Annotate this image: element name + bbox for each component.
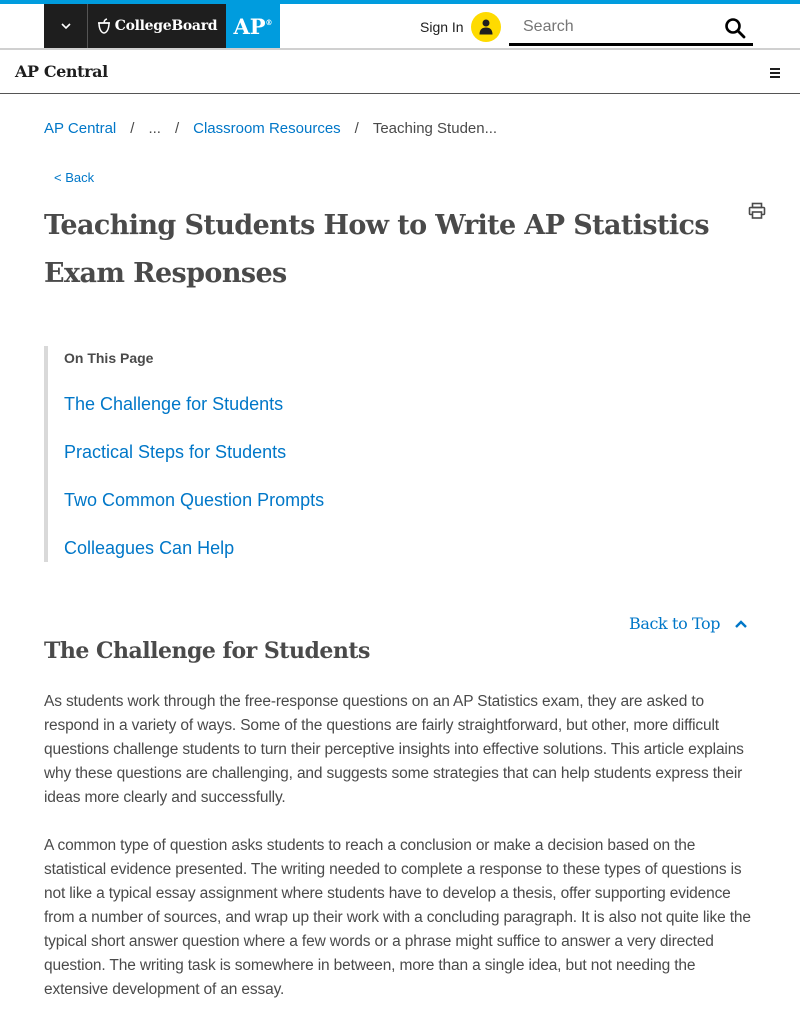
toc-link-challenge-for-students[interactable]: The Challenge for Students <box>64 394 284 414</box>
search-icon[interactable] <box>723 16 747 40</box>
section-title: The Challenge for Students <box>44 638 370 664</box>
acorn-icon <box>97 18 111 34</box>
breadcrumb-link-ap-central[interactable]: AP Central <box>44 120 117 137</box>
toc-link-colleagues-can-help[interactable]: Colleagues Can Help <box>64 538 235 558</box>
back-to-top-label: Back to Top <box>629 614 721 633</box>
chevron-up-icon <box>734 619 748 629</box>
breadcrumb-separator: / <box>130 120 135 137</box>
on-this-page-heading: On This Page <box>64 350 154 366</box>
global-header <box>0 4 800 48</box>
ap-logo-text: AP <box>233 13 266 39</box>
toc-link-question-prompts[interactable]: Two Common Question Prompts <box>64 490 325 510</box>
ap-logo[interactable] <box>226 4 280 48</box>
college-board-logo-text: CollegeBoard <box>114 18 218 34</box>
search-box <box>509 10 753 46</box>
chevron-down-icon <box>60 17 72 35</box>
page-title: Teaching Students How to Write AP Statistics Exam Responses <box>44 210 709 289</box>
hamburger-menu-icon[interactable] <box>770 68 784 80</box>
toc-link-practical-steps[interactable]: Practical Steps for Students <box>64 442 287 462</box>
local-nav <box>0 50 800 94</box>
back-link[interactable]: < Back <box>54 170 95 185</box>
print-icon[interactable] <box>748 202 766 220</box>
paragraph: As students work through the free-response questions on an AP Statistics exam, they are asked to respond in a variety of ways. Some of the questions are fairly straightforward, but other, more difficult questions challenge students to turn their perceptive insights into effective solutions. This article explains why these questions are challenging, and suggests some strategies that can help students express their ideas more clearly and successfully. <box>44 693 744 806</box>
breadcrumb-current: Teaching Studen... <box>372 120 498 137</box>
on-this-page-nav <box>44 346 744 562</box>
sign-in-button[interactable] <box>420 12 501 42</box>
global-nav-toggle-button[interactable] <box>44 4 88 48</box>
search-input[interactable] <box>523 14 713 40</box>
site-title-link[interactable]: AP Central <box>15 62 108 81</box>
breadcrumb-link-classroom-resources[interactable]: Classroom Resources <box>193 120 341 137</box>
user-icon <box>471 12 501 42</box>
paragraph: A common type of question asks students to reach a conclusion or make a decision based on the statistical evidence presented. The writing needed to complete a response to these types of questions is not like a typical essay assignment where students have to develop a thesis, offer supporting evidence from a number of sources, and wrap up their work with a concluding paragraph. It is also not quite like the typical short answer question where a few words or a phrase might suffice to answer a very directed question. The writing task is somewhere in between, more than a single idea, but not needing the extensive development of an essay. <box>44 837 751 998</box>
ap-logo-mark: ® <box>265 17 273 27</box>
sign-in-label: Sign In <box>420 19 464 35</box>
college-board-logo[interactable] <box>88 4 226 48</box>
breadcrumb-separator: / <box>354 120 359 137</box>
breadcrumb <box>44 120 497 137</box>
breadcrumb-ellipsis[interactable]: ... <box>148 120 161 137</box>
back-to-top-button[interactable] <box>629 614 748 633</box>
breadcrumb-separator: / <box>174 120 180 137</box>
